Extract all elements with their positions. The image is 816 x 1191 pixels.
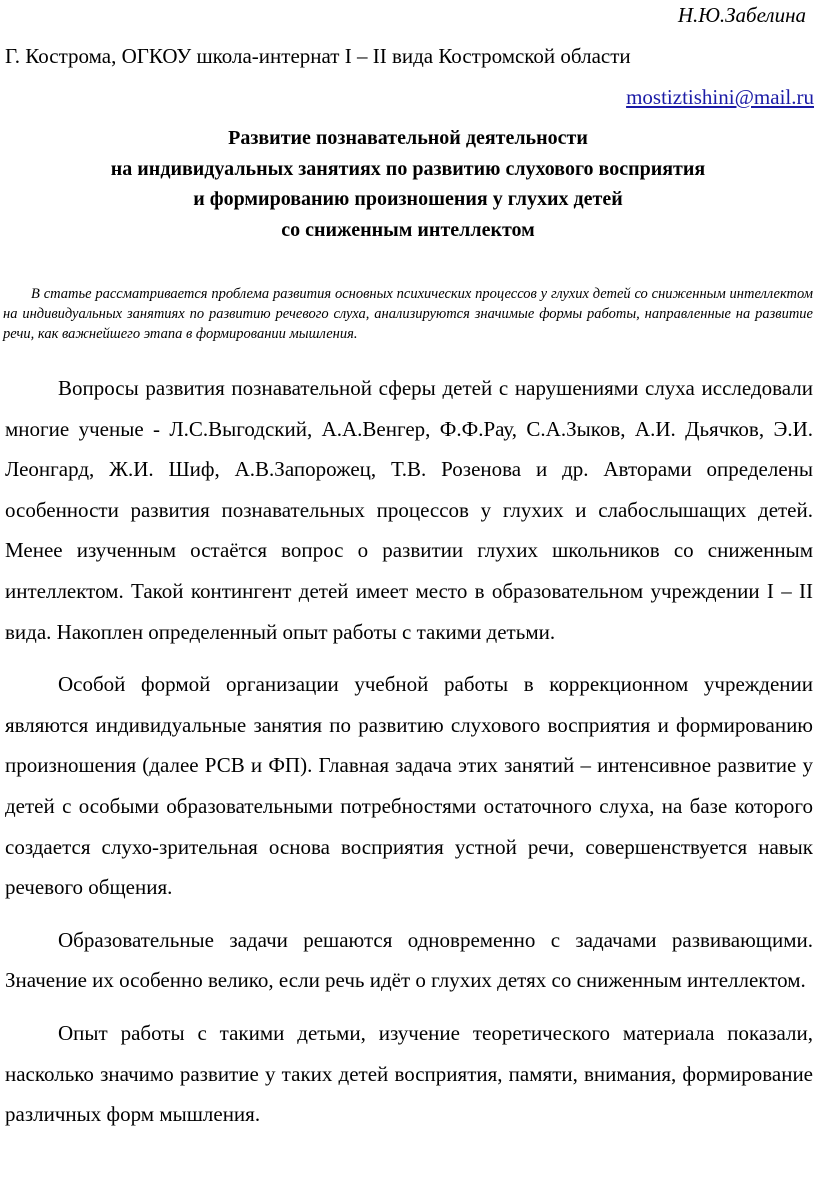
title-line: со сниженным интеллектом (281, 218, 535, 241)
body-paragraph: Вопросы развития познавательной сферы детей с нарушениями слуха исследовали многие ученые - Л.С.Выгодский, А.А.Венгер, Ф.Ф.Рау, С.А.Зыков, А.И. Дьячков, Э.И. Леонгард, Ж.И. Шиф, А.В.Запорожец, Т.В. Розенова и др. Авторами определены особенности развития познавательных процессов у глухих и слабослышащих детей. Менее изученным остаётся вопрос о развитии глухих школьников со сниженным интеллектом. Такой контингент детей имеет место в образовательном учреждении I – II вида. Накоплен определенный опыт работы с такими детьми. (5, 376, 813, 644)
body-paragraph: Образовательные задачи решаются одновременно с задачами развивающими. Значение их особенно велико, если речь идёт о глухих детях со сниженным интеллектом. (5, 927, 813, 993)
article-abstract: В статье рассматривается проблема развития основных психических процессов у глухих детей со сниженным интеллектом на индивидуальных занятиях по развитию речевого слуха, анализируются значимые формы работы, направленные на развитие речи, как важнейшего этапа в формировании мышления. (3, 286, 813, 342)
title-line: Развитие познавательной деятельности (228, 127, 588, 149)
author-affiliation: Г. Кострома, ОГКОУ школа-интернат I – II вида Костромской области (5, 44, 631, 68)
article-body (5, 368, 813, 1135)
body-paragraph: Опыт работы с такими детьми, изучение теоретического материала показали, насколько значимо развитие у таких детей восприятия, памяти, внимания, формирование различных форм мышления. (5, 1020, 813, 1127)
author-email-link[interactable]: mostiztishini@mail.ru (626, 85, 814, 109)
article-title (0, 123, 816, 245)
author-name: Н.Ю.Забелина (677, 3, 806, 27)
body-paragraph: Особой формой организации учебной работы в коррекционном учреждении являются индивидуальные занятия по развитию слухового восприятия и формированию произношения (далее РСВ и ФП). Главная задача этих занятий – интенсивное развитие у детей с особыми образовательными потребностями остаточного слуха, на базе которого создается слухо-зрительная основа восприятия устной речи, совершенствуется навык речевого общения. (5, 672, 813, 900)
title-line: и формированию произношения у глухих детей (193, 188, 623, 210)
title-line: на индивидуальных занятиях по развитию слухового восприятия (110, 157, 706, 180)
